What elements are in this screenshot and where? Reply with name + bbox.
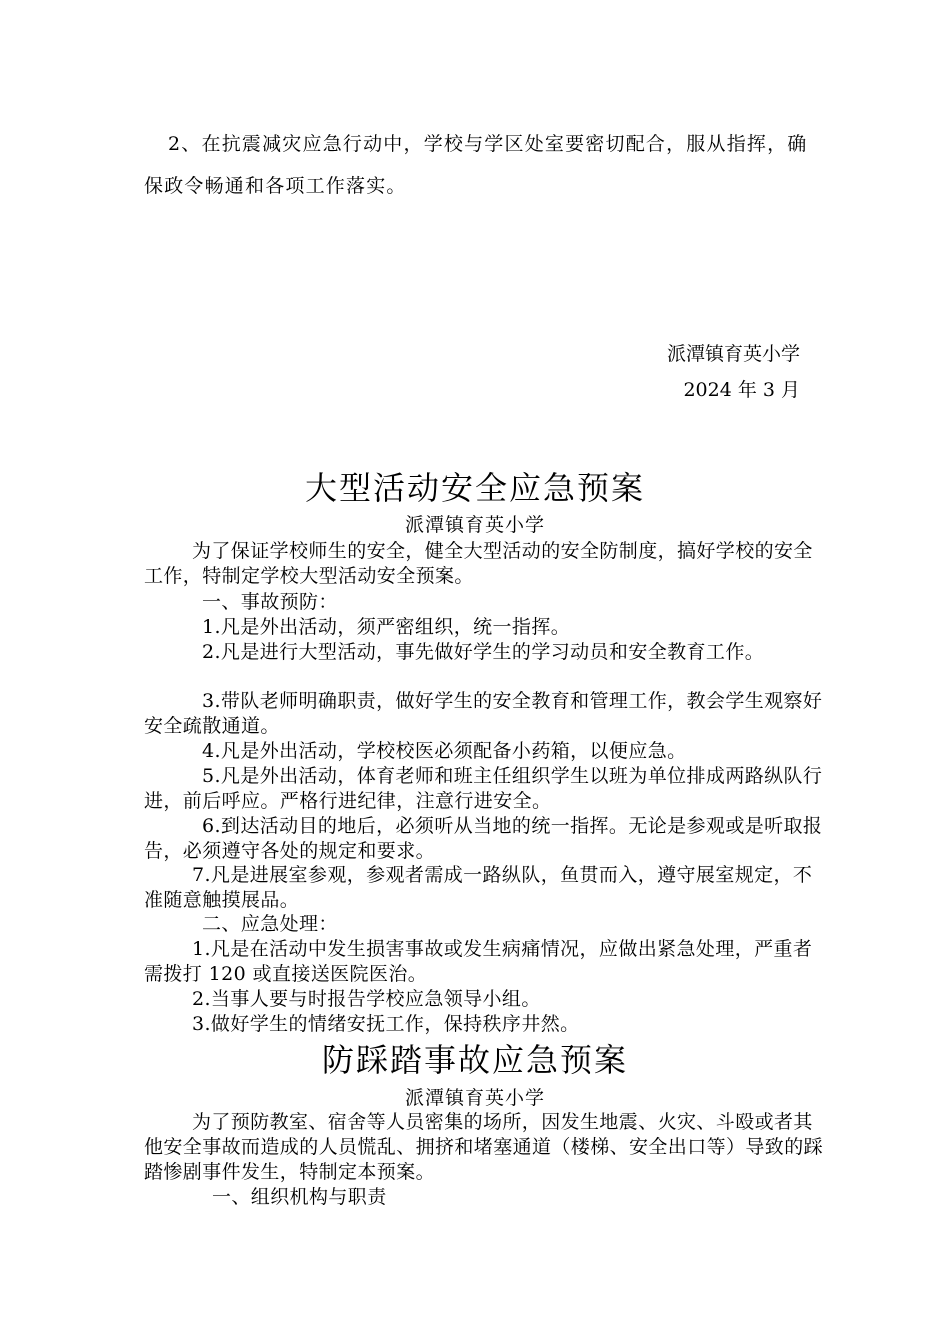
section1-subtitle: 派潭镇育英小学 [404, 514, 545, 536]
signature-date: 2024 年 3 月 [683, 379, 800, 401]
section1-heading-prevention: 一、事故预防： [202, 591, 338, 613]
section1-item: 5.凡是外出活动，体育老师和班主任组织学生以班为单位排成两路纵队行进，前后呼应。严格行进纪律，注意行进安全。 [144, 765, 823, 812]
section1-title: 大型活动安全应急预案 [304, 469, 645, 507]
section1-item: 2.当事人要与时报告学校应急领导小组。 [192, 988, 541, 1010]
section1-item: 1.凡是在活动中发生损害事故或发生病痛情况，应做出紧急处理，严重者需拨打 120 或直接送医院医治。 [144, 938, 813, 985]
section1-paragraph: 为了保证学校师生的安全，健全大型活动的安全防制度，搞好学校的安全工作，特制定学校大型活动安全预案。 [144, 540, 813, 587]
section1-heading-response: 二、应急处理： [202, 913, 338, 935]
section1-item: 4.凡是外出活动，学校校医必须配备小药箱，以便应急。 [202, 740, 687, 762]
top-paragraph: 2、在抗震减灾应急行动中，学校与学区处室要密切配合，服从指挥，确保政令畅通和各项工作落实。 [144, 133, 808, 197]
section1-item: 3.带队老师明确职责，做好学生的安全教育和管理工作，教会学生观察好安全疏散通道。 [144, 690, 823, 737]
section2-title: 防踩踏事故应急预案 [321, 1041, 628, 1079]
signature-org: 派潭镇育英小学 [666, 343, 800, 365]
section1-item: 1.凡是外出活动，须严密组织，统一指挥。 [202, 616, 571, 638]
section1-item: 3.做好学生的情绪安抚工作，保持秩序井然。 [192, 1013, 580, 1035]
section2-heading-organization: 一、组织机构与职责 [212, 1186, 387, 1208]
section2-paragraph: 为了预防教室、宿舍等人员密集的场所，因发生地震、火灾、斗殴或者其他安全事故而造成的人员慌乱、拥挤和堵塞通道（楼梯、安全出口等）导致的踩踏惨剧事件发生，特制定本预案。 [144, 1111, 824, 1183]
section1-item: 7.凡是进展室参观，参观者需成一路纵队，鱼贯而入，遵守展室规定，不准随意触摸展品。 [144, 864, 813, 911]
section1-item: 2.凡是进行大型活动，事先做好学生的学习动员和安全教育工作。 [202, 641, 765, 663]
section1-item: 6.到达活动目的地后，必须听从当地的统一指挥。无论是参观或是听取报告，必须遵守各处的规定和要求。 [144, 815, 823, 862]
section2-subtitle: 派潭镇育英小学 [404, 1087, 545, 1109]
